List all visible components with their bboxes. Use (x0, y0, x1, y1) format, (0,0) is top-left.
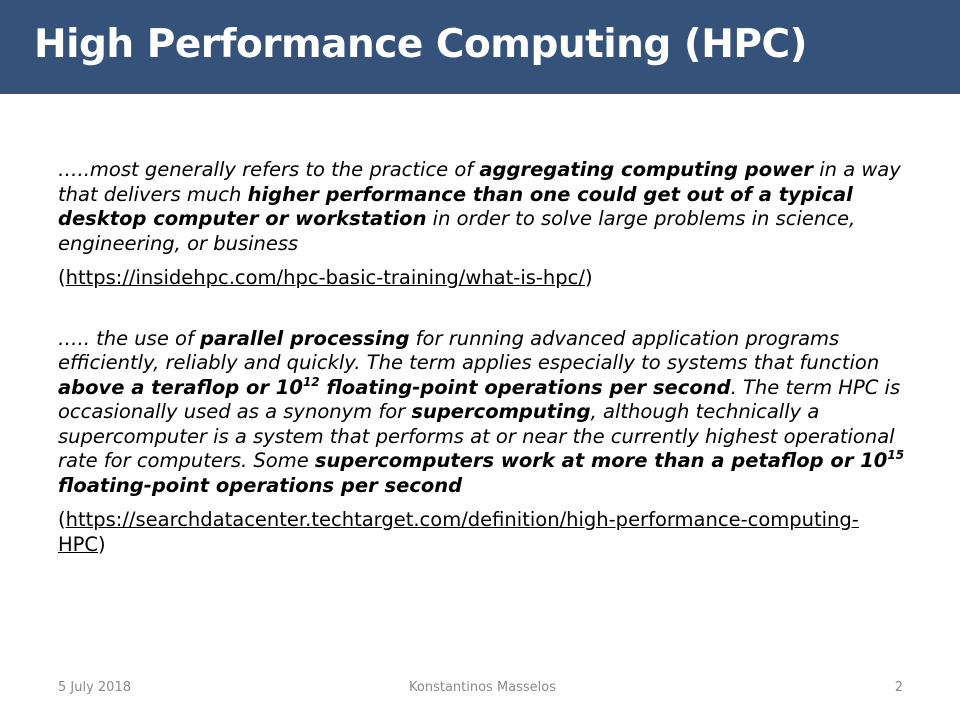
quote1-text-2: in a way that delivers much (58, 158, 901, 206)
quote1-text-3: in order to solve large problems in science, engineering, or business (58, 207, 856, 255)
paren-close: ) (584, 266, 593, 289)
paren-open: ( (58, 266, 66, 289)
teraflop-text: above a teraflop or 10 (58, 375, 303, 399)
petaflop-text-end: floating-point operations per second (58, 473, 463, 497)
quote2-text-4: , although technically a supercomputer is a system that performs at or near the currently highest operational rate for computers. Some (58, 400, 895, 472)
source-link-insidehpc[interactable]: https://insidehpc.com/hpc-basic-training/what-is-hpc/ (65, 266, 585, 289)
slide-title: High Performance Computing (HPC) (34, 22, 807, 67)
definition-quote-2 (58, 327, 906, 499)
quote2-text-2: for running advanced application programs efficiently, reliably and quickly. The term applies especially to systems that function (58, 326, 880, 374)
footer-author: Konstantinos Masselos (409, 680, 557, 695)
quote2-bold-3: supercomputing (411, 400, 591, 423)
petaflop-text: supercomputers work at more than a petaflop or 10 (314, 449, 888, 472)
quote1-bold-1: aggregating computing power (479, 158, 814, 181)
paren-open: ( (58, 508, 66, 531)
title-bar (0, 0, 960, 94)
quote2-text-1: ….. the use of (58, 326, 201, 350)
quote1-text-1: …..most generally refers to the practice of (58, 158, 480, 181)
quote2-bold-1: parallel processing (200, 326, 410, 350)
paren-close: ) (98, 532, 106, 556)
exponent-12: 12 (302, 374, 320, 389)
quote2-bold-2 (58, 376, 731, 399)
source-link-techtarget[interactable]: https://searchdatacenter.techtarget.com/definition/high-performance-computing-HPC (58, 508, 859, 556)
quote2-text-3: . The term HPC is occasionally used as a synonym for (58, 375, 901, 423)
teraflop-text-end: floating-point operations per second (319, 375, 731, 399)
quote1-bold-2: higher performance than one could get out of a typical desktop computer or workstation (58, 182, 853, 230)
footer-date: 5 July 2018 (58, 680, 131, 695)
source-citation-1 (58, 266, 906, 291)
slide-number: 2 (894, 680, 903, 695)
definition-quote-1 (58, 158, 906, 256)
source-citation-2 (58, 508, 906, 557)
slide-body (58, 158, 906, 557)
exponent-15: 15 (887, 448, 905, 462)
